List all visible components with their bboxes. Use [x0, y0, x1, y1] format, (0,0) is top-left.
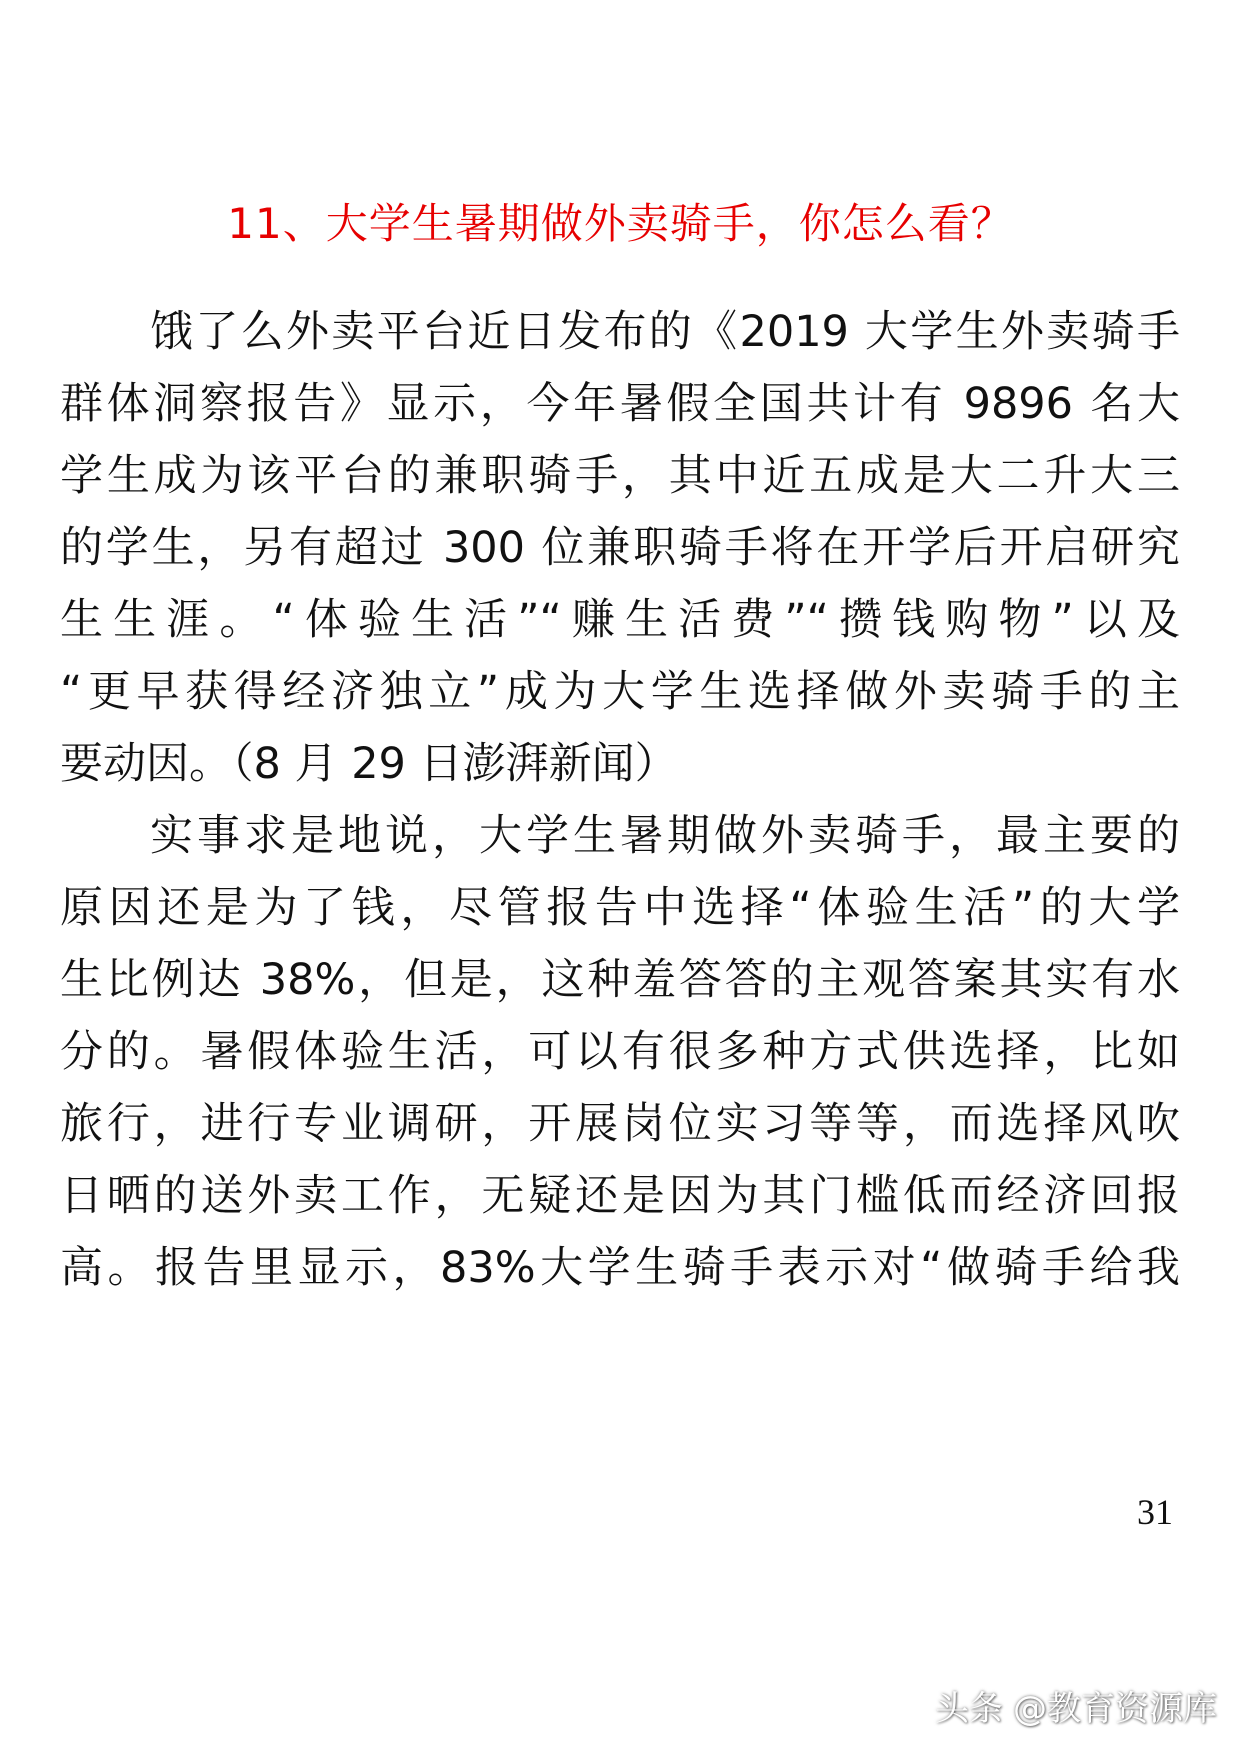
paragraph-1-line-6: “更早获得经济独立”成为大学生选择做外卖骑手的主 [60, 667, 1180, 717]
paragraph-2-line-3: 生比例达 38%，但是，这种羞答答的主观答案其实有水 [60, 955, 1180, 1005]
paragraph-1-line-3: 学生成为该平台的兼职骑手，其中近五成是大二升大三 [60, 451, 1180, 501]
paragraph-2-line-5: 旅行，进行专业调研，开展岗位实习等等，而选择风吹 [60, 1099, 1180, 1149]
watermark-account: @教育资源库 [1013, 1689, 1217, 1729]
paragraph-1-line-7: 要动因。（8 月 29 日澎湃新闻） [60, 739, 678, 789]
watermark-brand: 头条 [935, 1689, 1003, 1729]
paragraph-2-line-1: 实事求是地说，大学生暑期做外卖骑手，最主要的 [150, 811, 1180, 861]
paragraph-1-line-2: 群体洞察报告》显示，今年暑假全国共计有 9896 名大 [60, 379, 1180, 429]
paragraph-2-line-2: 原因还是为了钱，尽管报告中选择“体验生活”的大学 [60, 883, 1180, 933]
watermark [935, 1687, 1217, 1731]
paragraph-2-line-6: 日晒的送外卖工作，无疑还是因为其门槛低而经济回报 [60, 1171, 1180, 1221]
paragraph-1-line-4: 的学生，另有超过 300 位兼职骑手将在开学后开启研究 [60, 523, 1180, 573]
paragraph-1-line-5: 生生涯。“体验生活”“赚生活费”“攒钱购物”以及 [60, 595, 1180, 645]
page-number: 31 [1137, 1492, 1173, 1532]
paragraph-1-line-1: 饿了么外卖平台近日发布的《2019 大学生外卖骑手 [150, 307, 1180, 357]
paragraph-2-line-4: 分的。暑假体验生活，可以有很多种方式供选择，比如 [60, 1027, 1180, 1077]
article-title: 11、大学生暑期做外卖骑手，你怎么看？ [227, 199, 1014, 248]
paragraph-2-line-7: 高。报告里显示，83%大学生骑手表示对“做骑手给我 [60, 1243, 1180, 1293]
